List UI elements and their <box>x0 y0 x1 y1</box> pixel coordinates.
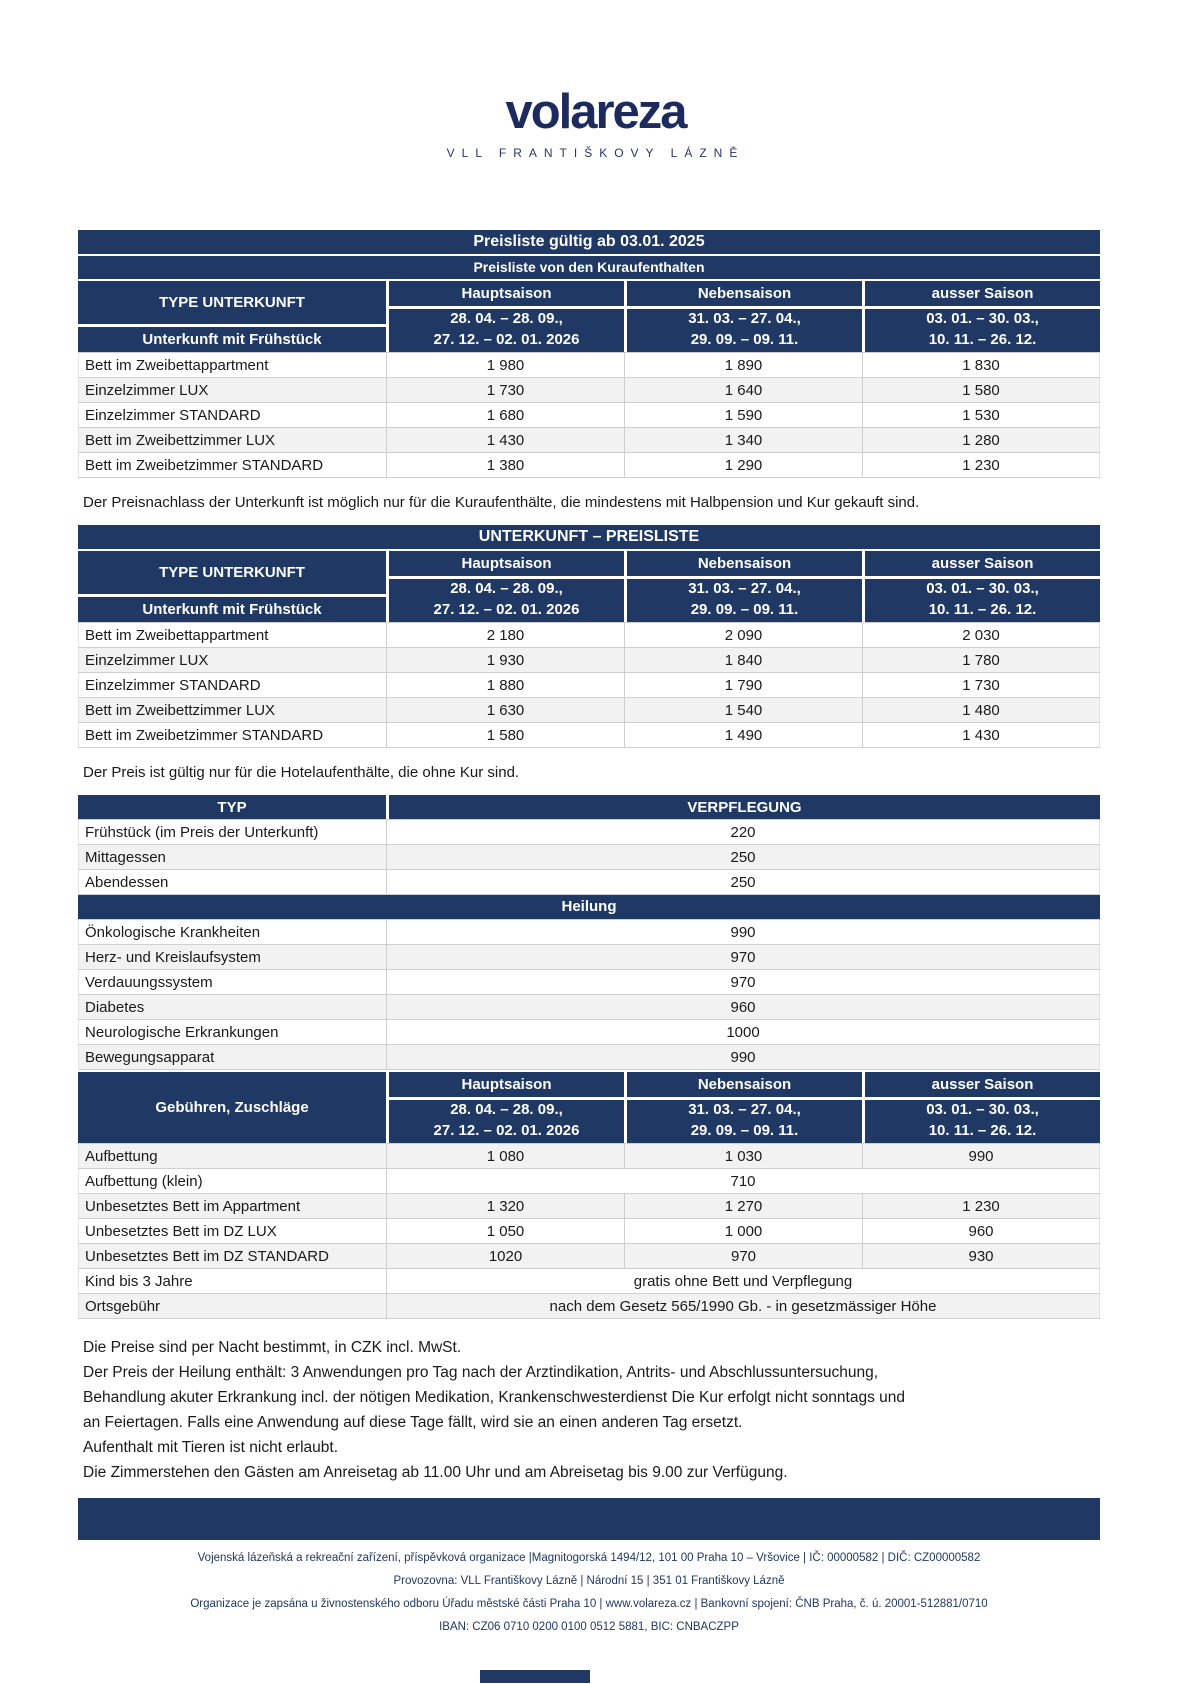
table-row <box>78 1143 1100 1168</box>
hotel-note: Der Preis ist gültig nur für die Hotelaufenthälte, die ohne Kur sind. <box>83 764 520 781</box>
price-value: 1000 <box>386 1020 1100 1044</box>
row-label: Bett im Zweibettappartment <box>78 623 386 647</box>
ausser-saison-dates <box>862 579 1100 622</box>
date-range: 03. 01. – 30. 03., <box>926 310 1039 327</box>
date-range: 31. 03. – 27. 04., <box>688 580 801 597</box>
season-nebensaison: Nebensaison <box>624 1072 862 1100</box>
footer-line-registration: Organizace je zapsána u živnostenského odboru Úřadu městské části Praha 10 | www.volareza.cz | Bankovní spojení: ČNB Praha, č. ú. 20001-512881/0710 <box>190 1598 988 1610</box>
table-row <box>78 697 1100 722</box>
gebuehren-zuschlaege-header: Gebühren, Zuschläge <box>78 1072 386 1143</box>
season-ausser-saison: ausser Saison <box>862 281 1100 309</box>
hotel-price-table <box>78 525 1100 748</box>
price-value: 960 <box>386 995 1100 1019</box>
price-value: 1 880 <box>386 673 624 697</box>
price-value: 970 <box>386 945 1100 969</box>
price-value: 930 <box>862 1244 1100 1268</box>
kur-price-table <box>78 230 1100 478</box>
remark-line: Aufenthalt mit Tieren ist nicht erlaubt. <box>83 1439 339 1456</box>
price-value: 1 230 <box>862 453 1100 477</box>
brand-subtitle: VLL FRANTIŠKOVY LÁZNĚ <box>446 146 745 160</box>
price-value: 250 <box>386 845 1100 869</box>
row-label: Abendessen <box>78 870 386 894</box>
season-hauptsaison: Hauptsaison <box>386 1072 624 1100</box>
table-row <box>78 1019 1100 1044</box>
price-value: 1 790 <box>624 673 862 697</box>
price-value: 1 030 <box>624 1144 862 1168</box>
price-value: 1 890 <box>624 353 862 377</box>
remark-line: Der Preis der Heilung enthält: 3 Anwendungen pro Tag nach der Arztindikation, Antrits- und Abschlussuntersuchung, <box>83 1364 879 1381</box>
price-value: 1 280 <box>862 428 1100 452</box>
table-row <box>78 869 1100 894</box>
season-header <box>78 281 1100 352</box>
season-ausser-saison: ausser Saison <box>862 1072 1100 1100</box>
date-range: 29. 09. – 09. 11. <box>690 601 799 618</box>
season-hauptsaison: Hauptsaison <box>386 551 624 579</box>
row-label: Bett im Zweibetzimmer STANDARD <box>78 453 386 477</box>
price-value: 1 380 <box>386 453 624 477</box>
remark-line: an Feiertagen. Falls eine Anwendung auf diese Tage fällt, wird sie an einen anderen Tag ersetzt. <box>83 1414 743 1431</box>
healing-rows <box>78 919 1100 1070</box>
table-row <box>78 647 1100 672</box>
row-label: Einzelzimmer STANDARD <box>78 403 386 427</box>
date-range: 28. 04. – 28. 09., <box>450 580 563 597</box>
season-nebensaison: Nebensaison <box>624 551 862 579</box>
price-value: 710 <box>386 1169 1100 1193</box>
date-range: 29. 09. – 09. 11. <box>690 1122 799 1139</box>
price-value: 1 050 <box>386 1219 624 1243</box>
date-range: 10. 11. – 26. 12. <box>928 1122 1037 1139</box>
row-label: Unbesetztes Bett im DZ LUX <box>78 1219 386 1243</box>
price-value: 1 730 <box>862 673 1100 697</box>
table-row <box>78 377 1100 402</box>
price-list-subtitle: Preisliste von den Kuraufenthalten <box>78 256 1100 279</box>
table-row <box>78 352 1100 377</box>
fee-condition: gratis ohne Bett und Verpflegung <box>386 1269 1100 1293</box>
table-row <box>78 427 1100 452</box>
row-label: Neurologische Erkrankungen <box>78 1020 386 1044</box>
date-range: 28. 04. – 28. 09., <box>450 310 563 327</box>
meals-healing-table <box>78 795 1100 1070</box>
season-ausser-saison: ausser Saison <box>862 551 1100 579</box>
table-row <box>78 919 1100 944</box>
table-rows <box>78 622 1100 748</box>
footer-accent-bar <box>78 1498 1100 1540</box>
price-value: 1 480 <box>862 698 1100 722</box>
nebensaison-dates <box>624 1100 862 1143</box>
table-row <box>78 819 1100 844</box>
table-row <box>78 1193 1100 1218</box>
price-value: 1 630 <box>386 698 624 722</box>
row-label: Mittagessen <box>78 845 386 869</box>
table-row <box>78 622 1100 647</box>
row-label: Einzelzimmer LUX <box>78 648 386 672</box>
remark-line: Die Preise sind per Nacht bestimmt, in CZK incl. MwSt. <box>83 1339 462 1356</box>
season-hauptsaison: Hauptsaison <box>386 281 624 309</box>
price-value: 1 490 <box>624 723 862 747</box>
hauptsaison-dates <box>386 309 624 352</box>
price-value: 1 830 <box>862 353 1100 377</box>
price-value: 1 590 <box>624 403 862 427</box>
date-range: 03. 01. – 30. 03., <box>926 580 1039 597</box>
price-value: 1 680 <box>386 403 624 427</box>
date-range: 29. 09. – 09. 11. <box>690 331 799 348</box>
price-value: 1 290 <box>624 453 862 477</box>
date-range: 03. 01. – 30. 03., <box>926 1101 1039 1118</box>
ausser-saison-dates <box>862 309 1100 352</box>
page-bottom-strip <box>480 1670 590 1683</box>
remark-line: Die Zimmerstehen den Gästen am Anreisetag ab 11.00 Uhr und am Abreisetag bis 9.00 zur Verfügung. <box>83 1464 788 1481</box>
footer-line-company: Vojenská lázeňská a rekreační zařízení, příspěvková organizace |Magnitogorská 1494/12, 101 00 Praha 10 – Vršovice | IČ: 00000582 | DIČ: CZ00000582 <box>197 1552 981 1564</box>
remark-line: Behandlung akuter Erkrankung incl. der nötigen Medikation, Krankenschwesterdienst Die Kur erfolgt nicht sonntags und <box>83 1389 905 1406</box>
price-value: 990 <box>386 920 1100 944</box>
table-row <box>78 1218 1100 1243</box>
price-value: 1 640 <box>624 378 862 402</box>
season-nebensaison: Nebensaison <box>624 281 862 309</box>
fees-table <box>78 1072 1100 1319</box>
price-value: 1 780 <box>862 648 1100 672</box>
date-range: 10. 11. – 26. 12. <box>928 331 1037 348</box>
type-unterkunft-header: TYPE UNTERKUNFT <box>78 281 386 327</box>
price-value: 2 180 <box>386 623 624 647</box>
price-list-title: Preisliste gültig ab 03.01. 2025 <box>78 230 1100 254</box>
row-label: Bett im Zweibetzimmer STANDARD <box>78 723 386 747</box>
unterkunft-preisliste-title: UNTERKUNFT – PREISLISTE <box>78 525 1100 549</box>
meals-rows <box>78 819 1100 895</box>
hauptsaison-dates <box>386 1100 624 1143</box>
price-value: 1 080 <box>386 1144 624 1168</box>
brand-wordmark: volareza <box>505 85 686 139</box>
price-value: 1 000 <box>624 1219 862 1243</box>
remarks <box>78 1335 1100 1485</box>
price-value: 1 980 <box>386 353 624 377</box>
footer-line-provozovna: Provozovna: VLL Františkovy Lázně | Národní 15 | 351 01 Františkovy Lázně <box>393 1575 785 1587</box>
table-row <box>78 672 1100 697</box>
table-row <box>78 944 1100 969</box>
price-value: 1 230 <box>862 1194 1100 1218</box>
date-range: 27. 12. – 02. 01. 2026 <box>433 1122 580 1139</box>
row-label: Einzelzimmer STANDARD <box>78 673 386 697</box>
table-row <box>78 722 1100 747</box>
row-label: Bett im Zweibettzimmer LUX <box>78 428 386 452</box>
date-range: 27. 12. – 02. 01. 2026 <box>433 331 580 348</box>
price-value: 220 <box>386 820 1100 844</box>
table-row <box>78 402 1100 427</box>
price-value: 1 540 <box>624 698 862 722</box>
table-row <box>78 452 1100 477</box>
row-label: Herz- und Kreislaufsystem <box>78 945 386 969</box>
price-value: 1 840 <box>624 648 862 672</box>
fee-condition: nach dem Gesetz 565/1990 Gb. - in gesetzmässiger Höhe <box>386 1294 1100 1318</box>
price-value: 1 930 <box>386 648 624 672</box>
row-label: Unbesetztes Bett im Appartment <box>78 1194 386 1218</box>
row-label: Verdauungssystem <box>78 970 386 994</box>
price-value: 990 <box>386 1045 1100 1069</box>
row-label: Önkologische Krankheiten <box>78 920 386 944</box>
date-range: 27. 12. – 02. 01. 2026 <box>433 601 580 618</box>
table-row <box>78 969 1100 994</box>
table-row <box>78 1044 1100 1069</box>
unterkunft-fruehstueck-header: Unterkunft mit Frühstück <box>78 327 386 352</box>
footer-line-iban: IBAN: CZ06 0710 0200 0100 0512 5881, BIC: CNBACZPP <box>439 1621 739 1633</box>
date-range: 31. 03. – 27. 04., <box>688 1101 801 1118</box>
table-row <box>78 1268 1100 1293</box>
season-header <box>78 551 1100 622</box>
type-unterkunft-header: TYPE UNTERKUNFT <box>78 551 386 597</box>
price-value: 1 580 <box>862 378 1100 402</box>
price-value: 990 <box>862 1144 1100 1168</box>
price-value: 1 530 <box>862 403 1100 427</box>
price-value: 1 430 <box>386 428 624 452</box>
price-value: 1 580 <box>386 723 624 747</box>
row-label: Bewegungsapparat <box>78 1045 386 1069</box>
hauptsaison-dates <box>386 579 624 622</box>
price-value: 1 730 <box>386 378 624 402</box>
meals-header <box>78 795 1100 819</box>
price-value: 2 090 <box>624 623 862 647</box>
kur-note: Der Preisnachlass der Unterkunft ist möglich nur für die Kuraufenthälte, die mindestens mit Halbpension und Kur gekauft sind. <box>83 494 920 511</box>
price-value: 1 340 <box>624 428 862 452</box>
season-header <box>78 1072 1100 1143</box>
table-row <box>78 1293 1100 1318</box>
price-value: 1020 <box>386 1244 624 1268</box>
date-range: 31. 03. – 27. 04., <box>688 310 801 327</box>
table-row <box>78 1168 1100 1193</box>
unterkunft-fruehstueck-header: Unterkunft mit Frühstück <box>78 597 386 622</box>
fees-rows <box>78 1143 1100 1319</box>
heilung-section-title: Heilung <box>78 895 1100 919</box>
company-footer <box>78 1552 1100 1633</box>
typ-header: TYP <box>78 795 386 819</box>
row-label: Kind bis 3 Jahre <box>78 1269 386 1293</box>
date-range: 28. 04. – 28. 09., <box>450 1101 563 1118</box>
price-value: 970 <box>624 1244 862 1268</box>
nebensaison-dates <box>624 309 862 352</box>
table-row <box>78 844 1100 869</box>
row-label: Diabetes <box>78 995 386 1019</box>
ausser-saison-dates <box>862 1100 1100 1143</box>
price-value: 1 430 <box>862 723 1100 747</box>
row-label: Bett im Zweibettzimmer LUX <box>78 698 386 722</box>
row-label: Ortsgebühr <box>78 1294 386 1318</box>
logo <box>0 0 1191 160</box>
price-value: 2 030 <box>862 623 1100 647</box>
price-value: 960 <box>862 1219 1100 1243</box>
verpflegung-header: VERPFLEGUNG <box>386 795 1100 819</box>
row-label: Unbesetztes Bett im DZ STANDARD <box>78 1244 386 1268</box>
price-value: 970 <box>386 970 1100 994</box>
row-label: Aufbettung <box>78 1144 386 1168</box>
price-value: 1 270 <box>624 1194 862 1218</box>
table-row <box>78 994 1100 1019</box>
nebensaison-dates <box>624 579 862 622</box>
document-body <box>78 230 1100 1633</box>
date-range: 10. 11. – 26. 12. <box>928 601 1037 618</box>
price-value: 250 <box>386 870 1100 894</box>
row-label: Aufbettung (klein) <box>78 1169 386 1193</box>
price-value: 1 320 <box>386 1194 624 1218</box>
row-label: Frühstück (im Preis der Unterkunft) <box>78 820 386 844</box>
row-label: Einzelzimmer LUX <box>78 378 386 402</box>
row-label: Bett im Zweibettappartment <box>78 353 386 377</box>
table-rows <box>78 352 1100 478</box>
table-row <box>78 1243 1100 1268</box>
